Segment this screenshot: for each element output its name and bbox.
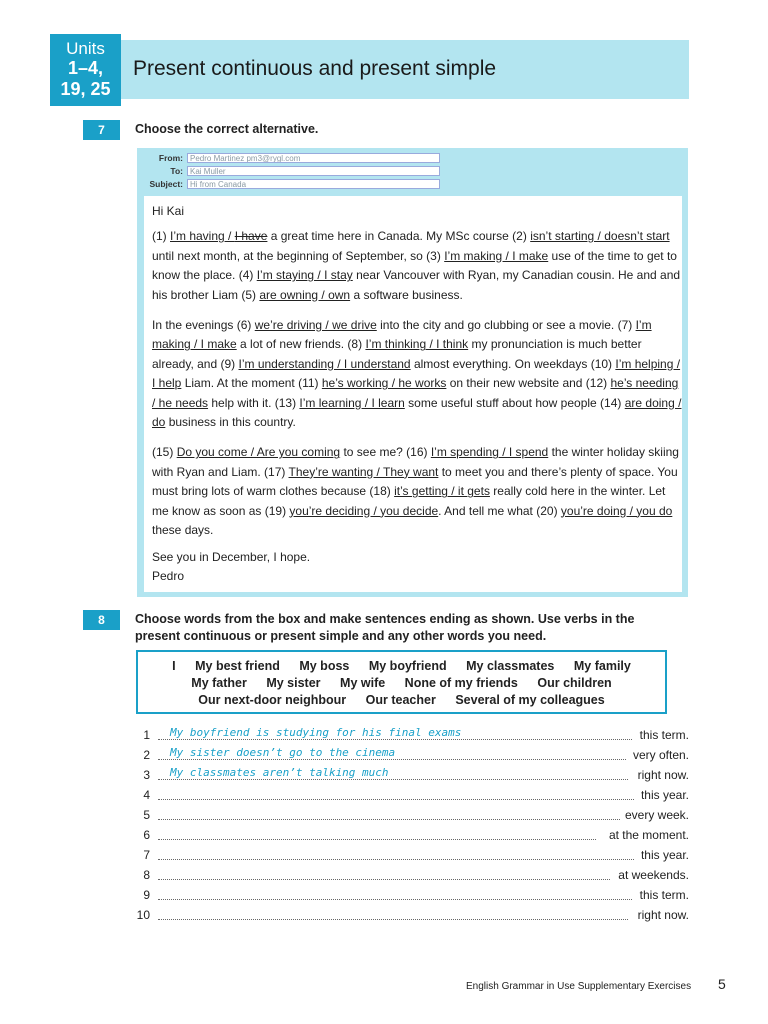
choice-19[interactable]: you’re deciding / you decide (289, 503, 439, 518)
word-box-row-1 (138, 658, 665, 675)
choice-8[interactable]: I’m thinking / I think (365, 337, 469, 352)
unit-tag-range: 1–4, (67, 58, 104, 78)
sentence-ending: very often. (632, 748, 689, 762)
footer-book-title: English Grammar in Use Supplementary Exercises (466, 981, 692, 992)
page-title: Present continuous and present simple (133, 57, 497, 80)
sentence-ending: this year. (640, 848, 689, 862)
email-text (152, 202, 682, 586)
text: until next month, at the beginning of September, so (3) (152, 248, 445, 263)
exercise-7-instruction: Choose the correct alternative. (135, 122, 319, 136)
word-option: My classmates (466, 659, 555, 673)
word-box (136, 650, 667, 714)
word-option: My father (191, 676, 247, 690)
word-option: Our teacher (365, 693, 436, 707)
text: almost everything. On weekdays (10) (410, 356, 616, 371)
text: (1) (152, 229, 170, 244)
text: In the evenings (6) (152, 318, 255, 333)
unit-tag (50, 34, 121, 106)
email-to-field: Kai Muller (187, 166, 440, 176)
answer-line[interactable] (158, 899, 632, 900)
email-greeting: Hi Kai (152, 204, 185, 218)
choice-17[interactable]: They’re wanting / They want (288, 464, 439, 479)
answer-number: 4 (143, 788, 150, 802)
exercise-7-number: 7 (83, 120, 120, 140)
email-subject-label: Subject: (149, 179, 183, 189)
sentence-ending: right now. (637, 768, 689, 782)
choice-14[interactable]: are doing / do (152, 395, 682, 430)
answer-number: 9 (143, 888, 150, 902)
unit-tag-range-2: 19, 25 (60, 79, 111, 99)
choice-20[interactable]: you’re doing / you do (560, 503, 673, 518)
text: really cold here in the winter. Let me know as soon as (19) (152, 484, 666, 518)
text: on their new website and (12) (446, 376, 611, 391)
word-option: I (172, 659, 176, 673)
answer-row (136, 785, 689, 805)
email-from-row (137, 153, 442, 164)
exercise-8-instruction-line-1: Choose words from the box and make sentences ending as shown. Use verbs in the (135, 612, 635, 626)
word-box-row-2 (138, 675, 665, 692)
answer-line[interactable] (158, 919, 628, 920)
word-option: Our children (537, 676, 612, 690)
email-to-row (137, 166, 442, 177)
answer-number: 6 (143, 828, 150, 842)
answer-number: 5 (143, 808, 150, 822)
page-number: 5 (718, 976, 726, 992)
text: a software business. (350, 287, 463, 302)
choice-1-crossed-option: I have (234, 229, 268, 244)
choice-6[interactable]: we’re driving / we drive (254, 318, 377, 333)
email-to-label: To: (170, 166, 183, 176)
word-option: My family (573, 659, 631, 673)
answer-row (136, 885, 689, 905)
word-option: My boyfriend (368, 659, 447, 673)
text: near Vancouver with Ryan, my Canadian cousin. He and and his brother Liam (5) (152, 268, 681, 302)
answer-number: 3 (143, 768, 150, 782)
choice-15[interactable]: Do you come / Are you coming (176, 445, 341, 460)
sentence-ending: this term. (639, 728, 689, 742)
answer-row (136, 905, 689, 925)
text: help with it. (13) (208, 395, 300, 410)
answer-number: 8 (143, 868, 150, 882)
exercise-8-instruction-line-2: present continuous or present simple and any other words you need. (135, 629, 547, 643)
word-option: None of my friends (404, 676, 518, 690)
answer-line[interactable] (158, 799, 634, 800)
email-paragraph-3 (152, 443, 682, 540)
choice-16[interactable]: I’m spending / I spend (430, 445, 549, 460)
answer-number: 7 (143, 848, 150, 862)
email-from-field: Pedro Martinez pm3@rygl.com (187, 153, 440, 163)
text: business in this country. (165, 415, 296, 430)
email-signoff: See you in December, I hope. (152, 549, 311, 564)
text: the winter holiday skiing with Ryan and Liam. (17) (152, 445, 679, 479)
word-option: My sister (266, 676, 321, 690)
text: a great time here in Canada. My MSc course (2) (267, 229, 531, 244)
word-option: Several of my colleagues (455, 693, 605, 707)
choice-3[interactable]: I’m making / I make (444, 248, 549, 263)
choice-18[interactable]: it’s getting / it gets (394, 484, 490, 499)
choice-5[interactable]: are owning / own (259, 287, 351, 302)
text: some useful stuff about how people (14) (404, 395, 625, 410)
sentence-ending: right now. (637, 908, 689, 922)
word-option: My wife (340, 676, 386, 690)
sentence-ending: every week. (624, 808, 689, 822)
choice-10[interactable]: I’m helping / I help (152, 356, 681, 391)
text: a lot of new friends. (8) (236, 337, 366, 352)
answer-line[interactable] (158, 819, 620, 820)
email-paragraph-2 (152, 316, 682, 432)
word-option: Our next-door neighbour (198, 693, 347, 707)
choice-12[interactable]: he’s needing / he needs (152, 376, 679, 410)
choice-1-option: I’m having / (170, 229, 235, 244)
choice-4[interactable]: I’m staying / I stay (256, 268, 353, 283)
exercise-8-instruction (135, 611, 634, 645)
answer-line[interactable] (158, 859, 634, 860)
text: . And tell me what (20) (438, 503, 561, 518)
text: to meet you and there’s plenty of space. You must bring lots of warm clothes because (18) (152, 464, 678, 499)
answer-line[interactable] (158, 879, 610, 880)
answer-row (136, 765, 689, 785)
choice-1[interactable] (170, 229, 267, 243)
text: my pronunciation is much better already, and (9) (152, 337, 642, 371)
word-option: My boss (299, 659, 350, 673)
sentence-ending: at weekends. (618, 868, 689, 882)
answer-number: 10 (136, 908, 150, 922)
answer-line[interactable] (158, 839, 596, 840)
unit-tag-label: Units (66, 39, 105, 58)
answer-handwriting: My boyfriend is studying for his final exams (170, 726, 462, 739)
choice-9[interactable]: I’m understanding / I understand (238, 356, 411, 371)
answer-row (136, 865, 689, 885)
text: these days. (152, 523, 214, 538)
word-box-row-3 (138, 692, 665, 709)
word-option: My best friend (195, 659, 280, 673)
answer-number: 1 (143, 728, 150, 742)
sentence-ending: this year. (640, 788, 689, 802)
sentence-ending: this term. (639, 888, 689, 902)
choice-13[interactable]: I’m learning / I learn (299, 395, 405, 410)
choice-7[interactable]: I’m making / I make (152, 318, 652, 352)
text: into the city and go clubbing or see a movie. (7) (376, 318, 636, 333)
text: Liam. At the moment (11) (181, 376, 322, 391)
email-subject-row (137, 179, 442, 190)
answer-row (136, 725, 689, 745)
email-subject-field: Hi from Canada (187, 179, 440, 189)
title-bar (121, 40, 689, 99)
choice-2[interactable]: isn’t starting / doesn’t start (530, 229, 670, 244)
exercise-8-number: 8 (83, 610, 120, 630)
email-paragraph-1 (152, 227, 682, 305)
email-from-label: From: (158, 153, 183, 163)
answer-handwriting: My sister doesn’t go to the cinema (170, 746, 396, 759)
answer-row (136, 745, 689, 765)
answer-row (136, 805, 689, 825)
text: (15) (152, 445, 177, 460)
email-signature: Pedro (152, 568, 185, 583)
choice-11[interactable]: he’s working / he works (321, 376, 447, 391)
text: use of the time to get to know the place. (4) (152, 248, 677, 283)
answer-handwriting: My classmates aren’t talking much (170, 766, 389, 779)
answer-row (136, 845, 689, 865)
answer-number: 2 (143, 748, 150, 762)
answer-row (136, 825, 689, 845)
sentence-ending: at the moment. (608, 828, 689, 842)
text: to see me? (16) (340, 445, 431, 460)
